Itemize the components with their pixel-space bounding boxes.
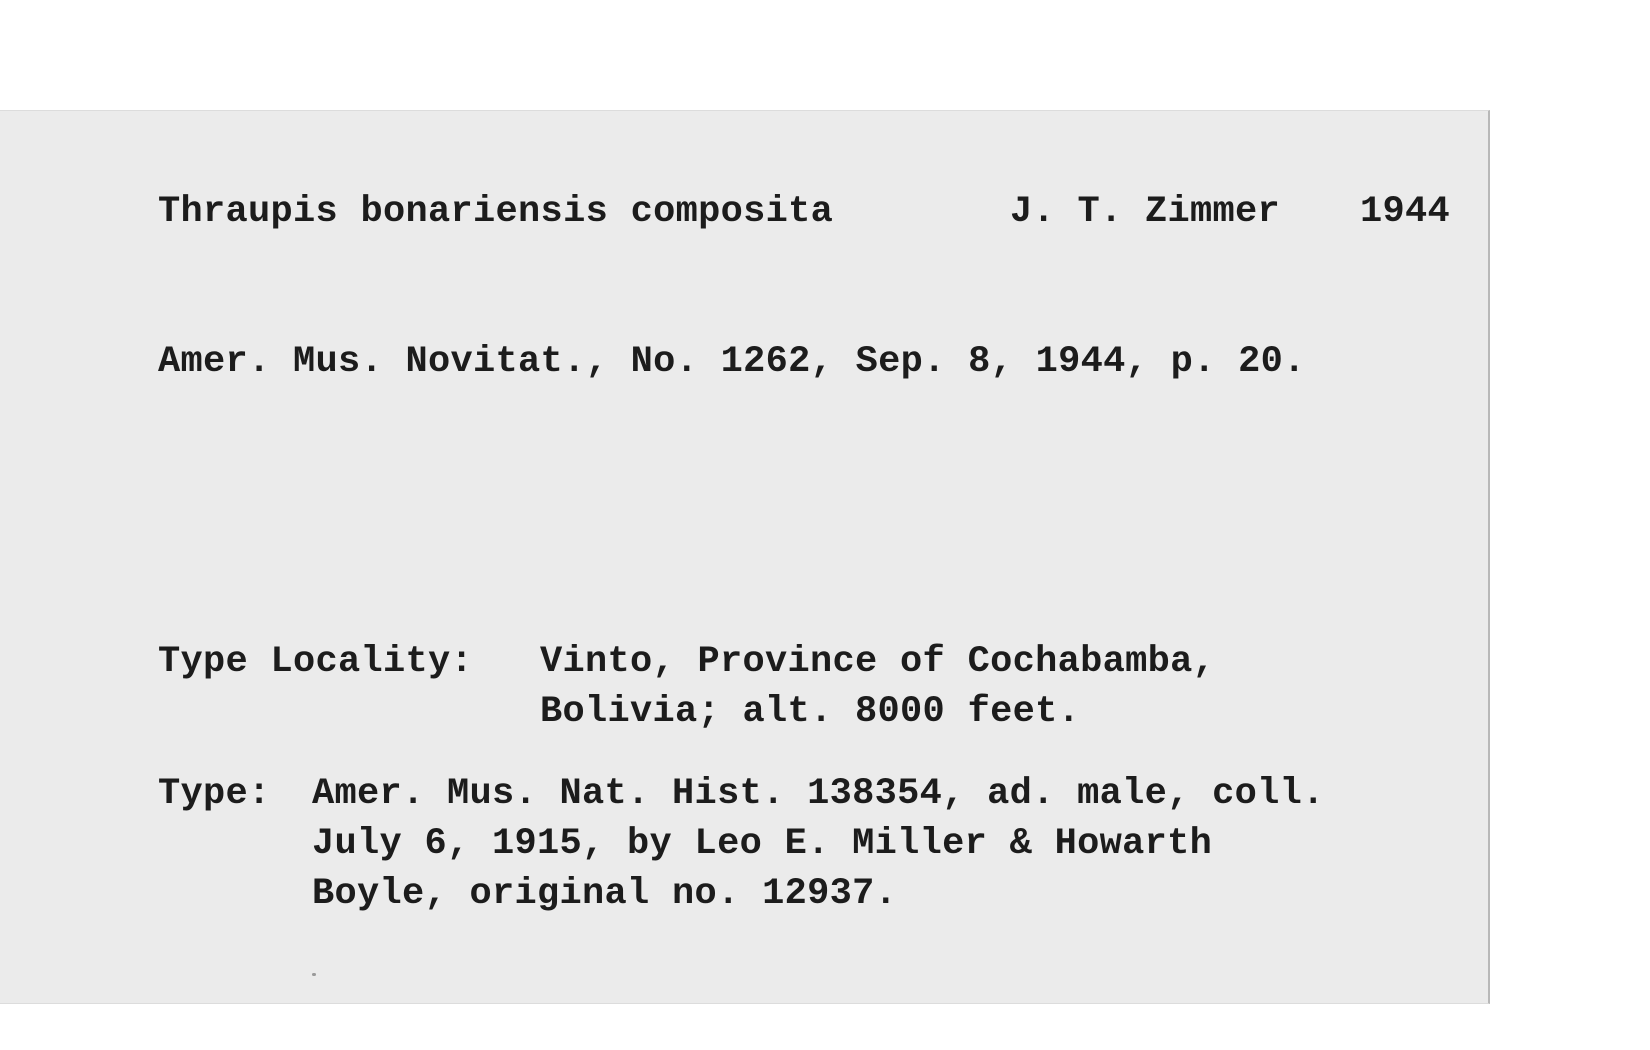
ink-speck bbox=[312, 973, 316, 976]
citation: Amer. Mus. Novitat., No. 1262, Sep. 8, 1944, p. 20. bbox=[158, 341, 1306, 383]
author-name: J. T. Zimmer bbox=[1010, 191, 1281, 233]
type-locality-label: Type Locality: bbox=[158, 641, 474, 683]
type-line-2: July 6, 1915, by Leo E. Miller & Howarth bbox=[312, 823, 1213, 865]
type-locality-line-1: Vinto, Province of Cochabamba, bbox=[540, 641, 1216, 683]
type-line-1: Amer. Mus. Nat. Hist. 138354, ad. male, coll. bbox=[312, 773, 1325, 815]
taxon-name: Thraupis bonariensis composita bbox=[158, 191, 834, 233]
type-label: Type: bbox=[158, 773, 271, 815]
type-locality-line-2: Bolivia; alt. 8000 feet. bbox=[540, 691, 1081, 733]
type-line-3: Boyle, original no. 12937. bbox=[312, 873, 898, 915]
publication-year: 1944 bbox=[1360, 191, 1451, 233]
index-card bbox=[0, 110, 1490, 1004]
